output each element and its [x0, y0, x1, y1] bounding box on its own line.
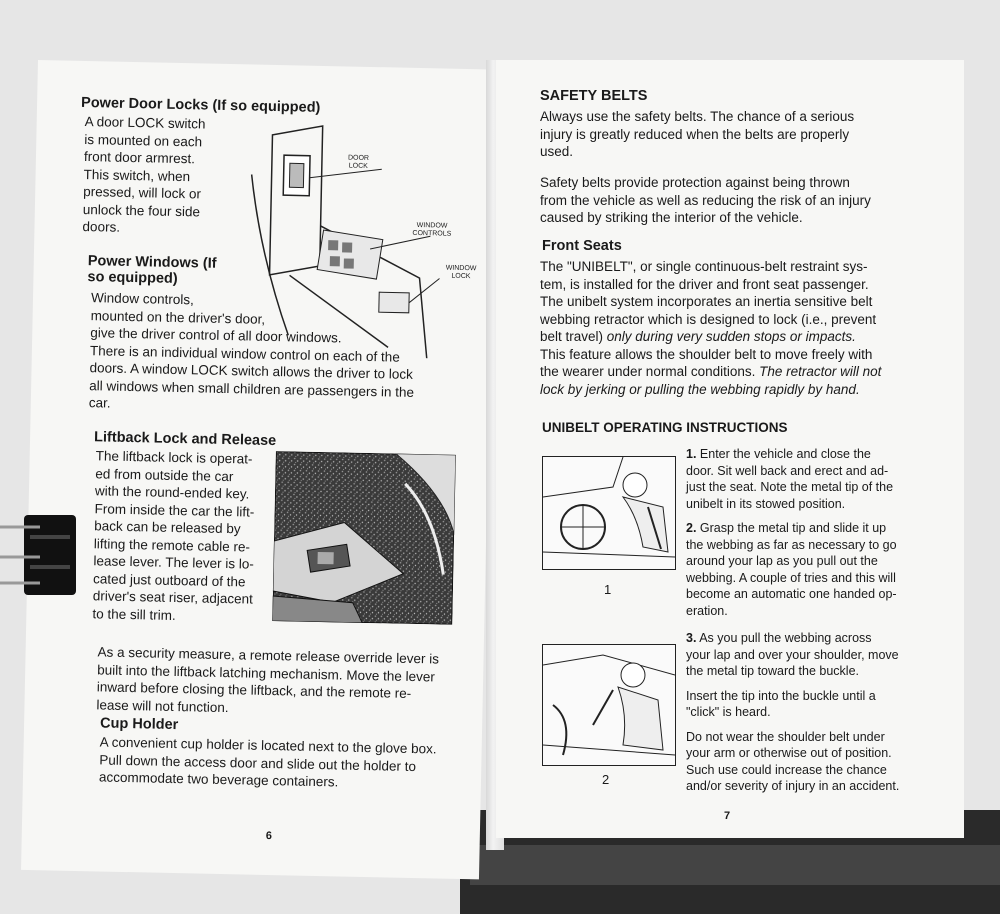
text-line: unlock the four side [82, 201, 201, 219]
text-line: webbing retractor which is designed to lock (i.e., prevent [540, 311, 877, 327]
text-line: to the sill trim. [92, 605, 176, 623]
text-segment: Enter the vehicle and close the [696, 447, 871, 461]
text-line: with the round-ended key. [94, 483, 250, 502]
label-window-lock: WINDOW LOCK [445, 264, 477, 281]
text-line: eration. [686, 603, 728, 618]
text-line: car. [88, 395, 111, 411]
text-line [540, 363, 940, 381]
text-line: give the driver control of all door windows. [90, 325, 342, 346]
text-line: your lap and over your shoulder, move [686, 647, 899, 662]
unibelt-figure-2 [542, 644, 676, 766]
text-segment: Grasp the metal tip and slide it up [696, 521, 887, 535]
text-line: doors. [82, 218, 121, 235]
text-line: This switch, when [83, 166, 191, 184]
text-line: lock by jerking or pulling the webbing rapidly by hand. [540, 381, 860, 397]
text-line: webbing. A couple of tries and this will [686, 570, 896, 585]
text-line: used. [540, 144, 574, 159]
safety-belts-para1 [540, 108, 930, 161]
step-number: 2. [686, 521, 697, 535]
text-line: As a security measure, a remote release override lever is [97, 644, 440, 667]
unibelt-steps-1-2 [686, 446, 926, 619]
page-number-right: 7 [724, 810, 731, 822]
title-line: Power Windows (If [87, 253, 217, 272]
text-line: Do not wear the shoulder belt under [686, 729, 885, 744]
text-segment: the wearer under normal conditions. [540, 364, 760, 379]
cup-holder-title: Cup Holder [99, 715, 179, 734]
text-line: lease will not function. [96, 696, 229, 715]
text-line: is mounted on each [84, 131, 203, 149]
italic-segment: only during very sudden stops or impacts. [606, 329, 856, 344]
text-line: the webbing as far as necessary to go [686, 537, 897, 552]
text-line: door. Sit well back and erect and ad- [686, 463, 889, 478]
dark-surface-edge [470, 845, 1000, 885]
liftback-release-illustration [272, 451, 456, 625]
text-line: tem, is installed for the driver and front seat passenger. [540, 276, 869, 292]
text-line: all windows when small children are passengers in the [89, 377, 415, 400]
text-line: Always use the safety belts. The chance of a serious [540, 109, 855, 124]
italic-segment: The retractor will not [759, 364, 882, 379]
text-line: front door armrest. [83, 148, 196, 167]
safety-belts-title: SAFETY BELTS [540, 88, 648, 104]
step-number: 3. [686, 631, 697, 645]
liftback-text [92, 447, 266, 626]
cup-holder-text [99, 733, 480, 793]
text-line: unibelt in its stowed position. [686, 496, 846, 511]
text-line: your arm or otherwise out of position. [686, 746, 892, 760]
unibelt-figure-1 [542, 456, 676, 570]
text-line: cated just outboard of the [93, 570, 246, 589]
text-line: doors. A window LOCK switch allows the driver to lock [89, 360, 414, 382]
front-seats-text [540, 258, 940, 398]
text-line: Pull down the access door and slide out the holder to [99, 751, 417, 774]
text-line: mounted on the driver's door, [90, 307, 266, 327]
figure-1-label: 1 [604, 582, 612, 597]
text-line: "click" is heard. [686, 705, 771, 719]
step-3 [686, 630, 926, 647]
liftback-title: Liftback Lock and Release [93, 429, 277, 450]
text-line: From inside the car the lift- [94, 500, 255, 520]
text-line: lease lever. The lever is lo- [93, 553, 254, 572]
text-line: and/or severity of injury in an accident. [686, 779, 900, 793]
text-line: There is an individual window control on each of the [89, 342, 400, 365]
text-line: A door LOCK switch [84, 113, 206, 132]
power-windows-title [87, 253, 216, 288]
step-number: 1. [686, 447, 697, 461]
text-line [540, 328, 940, 346]
unibelt-step-3 [686, 630, 926, 795]
text-line: The unibelt system incorporates an inertia sensitive belt [540, 294, 873, 309]
text-line: inward before closing the liftback, and the remote re- [96, 679, 412, 701]
right-page [496, 60, 964, 838]
text-line: This feature allows the shoulder belt to move freely with [540, 346, 873, 362]
text-line: the metal tip toward the buckle. [686, 664, 860, 678]
text-segment: As you pull the webbing across [696, 631, 872, 645]
text-line: Insert the tip into the buckle until a [686, 688, 876, 703]
label-door-lock: DOOR LOCK [347, 154, 370, 170]
text-line: Such use could increase the chance [686, 762, 887, 777]
text-line: A convenient cup holder is located next to the glove box. [99, 734, 437, 757]
text-line: driver's seat riser, adjacent [92, 588, 254, 607]
text-line: built into the liftback latching mechanism. Move the lever [97, 661, 436, 684]
text-line: The liftback lock is operat- [95, 448, 253, 467]
text-line: become an automatic one handed op- [686, 587, 897, 601]
text-line: Safety belts provide protection against being thrown [540, 175, 850, 190]
text-line: around your lap as you pull out the [686, 554, 878, 568]
liftback-security-text [96, 643, 477, 721]
label-window-controls: WINDOW CONTROLS [412, 221, 452, 238]
power-locks-title: Power Door Locks (If so equipped) [80, 94, 321, 116]
page-number-left: 6 [265, 829, 273, 843]
text-line: injury is greatly reduced when the belts are properly [540, 126, 850, 142]
text-line: Window controls, [90, 290, 194, 308]
left-page [21, 60, 496, 879]
text-line: pressed, will lock or [83, 183, 202, 202]
power-windows-text [89, 289, 471, 419]
power-locks-text [82, 113, 245, 239]
binder-clip [0, 505, 90, 605]
text-line: from the vehicle as well as reducing the risk of an injury [540, 192, 871, 208]
step-1 [686, 446, 926, 463]
step-2 [686, 520, 926, 537]
text-line: ed from outside the car [95, 465, 234, 484]
text-line: accommodate two beverage containers. [98, 769, 339, 790]
text-line: The "UNIBELT", or single continuous-belt restraint sys- [540, 259, 868, 274]
text-line: back can be released by [94, 518, 241, 537]
text-line: lifting the remote cable re- [93, 535, 251, 555]
text-segment: belt travel) [540, 329, 607, 344]
figure-2-label: 2 [602, 772, 610, 787]
safety-belts-para2 [540, 174, 930, 227]
unibelt-title: UNIBELT OPERATING INSTRUCTIONS [542, 420, 788, 435]
text-line: caused by striking the interior of the vehicle. [540, 210, 803, 225]
text-line: just the seat. Note the metal tip of the [686, 480, 894, 494]
front-seats-title: Front Seats [542, 238, 622, 254]
title-line: so equipped) [87, 269, 178, 287]
